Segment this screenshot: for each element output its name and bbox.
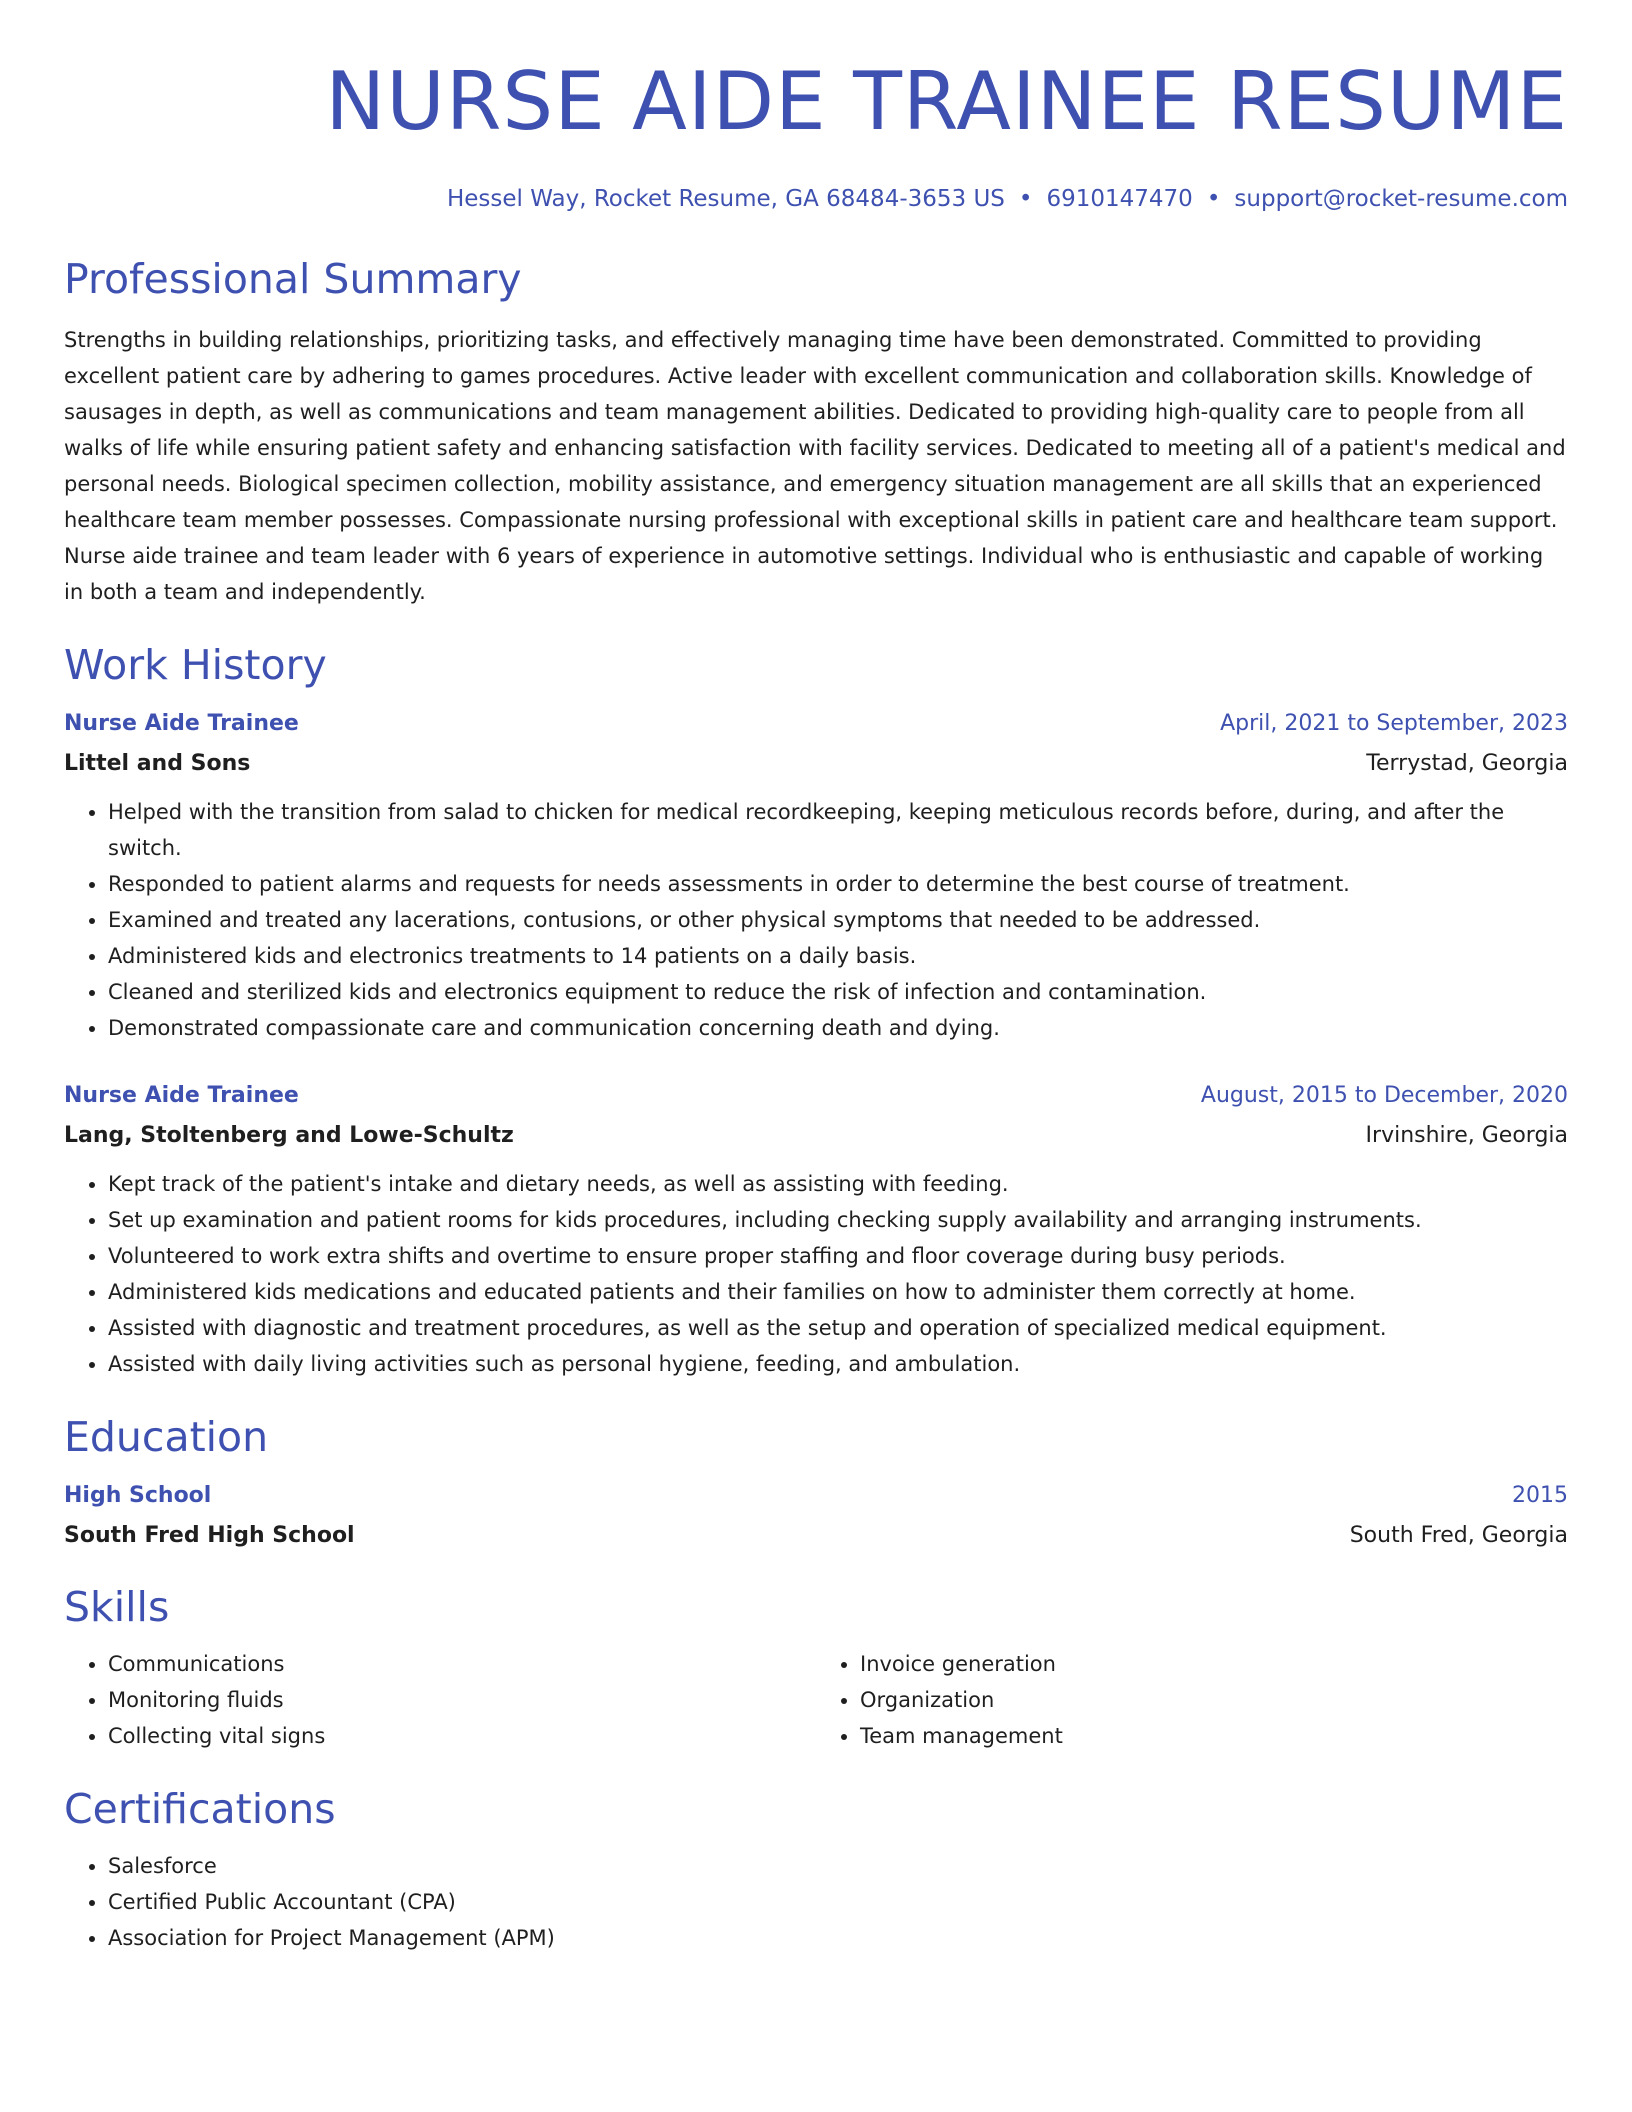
education-section [64,1412,1568,1552]
list-item: • Assisted with daily living activities such as personal hygiene, feeding, and ambulation. [108,1346,1568,1382]
contact-phone: 6910147470 [1046,186,1193,212]
contact-email: support@rocket-resume.com [1234,186,1568,212]
job-employer-row [64,1112,1568,1152]
job-location: Irvinshire, Georgia [1365,1123,1568,1148]
list-item: • Communications [108,1646,816,1682]
education-year: 2015 [1512,1483,1568,1508]
list-item: • Invoice generation [860,1646,1568,1682]
list-item: • Demonstrated compassionate care and communication concerning death and dying. [108,1010,1568,1046]
skills-list-left [64,1646,816,1754]
contact-separator: • [1206,186,1221,212]
list-item: • Monitoring fluids [108,1682,816,1718]
job-header-row [64,1080,1568,1112]
job-location: Terrystad, Georgia [1366,751,1568,776]
job-duties-list [64,1166,1568,1382]
work-history-heading: Work History [64,641,327,689]
job-dates: August, 2015 to December, 2020 [1200,1083,1568,1108]
list-item: • Responded to patient alarms and requests for needs assessments in order to determine the best course of treatment. [108,866,1568,902]
summary-heading: Professional Summary [64,255,522,303]
summary-text: Strengths in building relationships, prioritizing tasks, and effectively managing time have been demonstrated. Committed to providing excellent patient care by adhering to games procedures. Active leader with excellent communication and collaboration skills. Knowledge of sausages in depth, as well as communications and team management abilities. Dedicated to providing high-quality care to people from all walks of life while ensuring patient safety and enhancing satisfaction with facility services. Dedicated to meeting all of a patient's medical and personal needs. Biological specimen collection, mobility assistance, and emergency situation management are all skills that an experienced healthcare team member possesses. Compassionate nursing professional with exceptional skills in patient care and healthcare team support. Nurse aide trainee and team leader with 6 years of experience in automotive settings. Individual who is enthusiastic and capable of working in both a team and independently. [64,328,1566,604]
job-dates: April, 2021 to September, 2023 [1220,711,1568,736]
contact-line [64,184,1568,214]
list-item: • Kept track of the patient's intake and dietary needs, as well as assisting with feeding. [108,1166,1568,1202]
list-item: • Cleaned and sterilized kids and electronics equipment to reduce the risk of infection and contamination. [108,974,1568,1010]
job-entry [64,1080,1568,1382]
education-degree: High School [64,1483,212,1508]
skills-list-right [816,1646,1568,1754]
job-employer: Lang, Stoltenberg and Lowe-Schultz [64,1123,514,1148]
job-employer: Littel and Sons [64,751,251,776]
list-item: • Organization [860,1682,1568,1718]
job-title: Nurse Aide Trainee [64,1083,299,1108]
job-header-row [64,708,1568,740]
list-item: • Helped with the transition from salad to chicken for medical recordkeeping, keeping meticulous records before, during, and after the switch. [108,794,1568,866]
education-entry [64,1480,1568,1552]
education-school-row [64,1512,1568,1552]
education-header-row [64,1480,1568,1512]
list-item: • Team management [860,1718,1568,1754]
job-entry [64,708,1568,1046]
contact-address: Hessel Way, Rocket Resume, GA 68484-3653 US [446,186,1005,212]
skills-heading: Skills [64,1583,170,1631]
certifications-list [64,1848,1568,1956]
list-item: • Volunteered to work extra shifts and overtime to ensure proper staffing and floor coverage during busy periods. [108,1238,1568,1274]
list-item: • Collecting vital signs [108,1718,816,1754]
job-duties-list [64,794,1568,1046]
resume-title: NURSE AIDE TRAINEE RESUME [325,55,1568,148]
certifications-heading: Certifications [64,1785,336,1833]
list-item: • Examined and treated any lacerations, contusions, or other physical symptoms that needed to be addressed. [108,902,1568,938]
certifications-section [64,1784,1568,1956]
list-item: • Association for Project Management (APM) [108,1920,1568,1956]
education-school: South Fred High School [64,1523,355,1548]
list-item: • Assisted with diagnostic and treatment procedures, as well as the setup and operation of specialized medical equipment. [108,1310,1568,1346]
job-title: Nurse Aide Trainee [64,711,299,736]
skills-grid [64,1646,1568,1754]
list-item: • Administered kids medications and educated patients and their families on how to administer them correctly at home. [108,1274,1568,1310]
list-item: • Administered kids and electronics treatments to 14 patients on a daily basis. [108,938,1568,974]
work-history-section [64,640,1568,1382]
summary-section [64,254,1568,610]
list-item: • Certified Public Accountant (CPA) [108,1884,1568,1920]
contact-separator: • [1018,186,1033,212]
list-item: • Set up examination and patient rooms for kids procedures, including checking supply availability and arranging instruments. [108,1202,1568,1238]
education-location: South Fred, Georgia [1349,1523,1568,1548]
education-heading: Education [64,1413,269,1461]
list-item: • Salesforce [108,1848,1568,1884]
skills-section [64,1582,1568,1754]
job-employer-row [64,740,1568,780]
